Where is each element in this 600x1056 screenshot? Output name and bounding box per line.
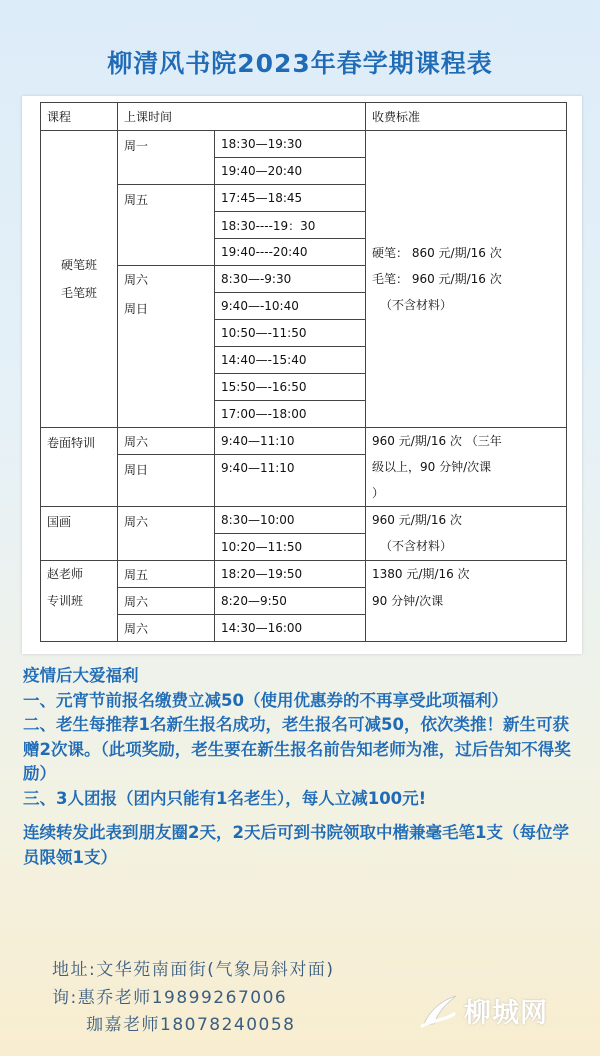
course-cell-zhao <box>41 561 118 642</box>
course-name: 硬笔班 <box>60 258 97 272</box>
course-cell-hard-pen <box>41 131 118 428</box>
time-cell: 18:30----19：30 <box>215 212 366 239</box>
watermark-text: 柳城网 <box>464 997 548 1029</box>
fee-cell-guohua <box>366 507 567 561</box>
day-cell-weekend <box>118 266 215 428</box>
fee-cell-zhao <box>366 561 567 642</box>
course-name: 赵老师 <box>47 567 84 581</box>
time-cell: 19:40----20:40 <box>215 239 366 266</box>
day-cell: 周六 <box>118 615 215 642</box>
watermark <box>416 988 586 1032</box>
time-cell: 19:40—20:40 <box>215 158 366 185</box>
day-label: 周六 <box>124 273 149 287</box>
table-header-row <box>41 103 567 131</box>
table-row <box>41 561 567 588</box>
day-cell: 周五 <box>118 185 215 266</box>
time-cell: 9:40—11:10 <box>215 455 366 507</box>
day-label: 周日 <box>124 302 149 316</box>
time-cell: 8:30—-9:30 <box>215 266 366 293</box>
promo-item: 二、老生每推荐1名新生报名成功，老生报名可减50，依次类推！新生可获赠2次课。（此项奖励，老生要在新生报名前告知老师为准，过后告知不得奖励） <box>23 715 571 783</box>
flame-swirl-logo-icon <box>416 990 460 1030</box>
fee-line: 1380 元/期/16 次 <box>372 567 470 581</box>
course-name: 毛笔班 <box>60 286 97 300</box>
header-course: 课程 <box>41 103 118 131</box>
fee-line: 90 分钟/次课 <box>372 594 444 608</box>
phone-line: 询:惠乔老师19899267006 <box>52 987 288 1008</box>
day-cell: 周六 <box>118 588 215 615</box>
time-cell: 14:30—16:00 <box>215 615 366 642</box>
time-cell: 8:30—10:00 <box>215 507 366 534</box>
course-cell-guohua: 国画 <box>41 507 118 561</box>
time-cell: 18:20—19:50 <box>215 561 366 588</box>
fee-line: 960 元/期/16 次 （三年 <box>372 434 502 448</box>
day-cell: 周一 <box>118 131 215 185</box>
page-title: 柳清风书院2023年春学期课程表 <box>107 49 493 78</box>
phone-line: 珈嘉老师18078240058 <box>86 1015 296 1035</box>
fee-line: 硬笔： 860 元/期/16 次 <box>372 246 502 260</box>
time-cell: 9:40—-10:40 <box>215 293 366 320</box>
table-row <box>41 428 567 455</box>
promo-item: 一、元宵节前报名缴费立减50（使用优惠券的不再享受此项福利） <box>23 690 508 710</box>
fee-cell-juanmian <box>366 428 567 507</box>
day-cell: 周六 <box>118 507 215 561</box>
day-cell: 周六 <box>118 428 215 455</box>
promo-heading: 疫情后大爱福利 <box>23 666 139 685</box>
time-cell: 10:20—11:50 <box>215 534 366 561</box>
fee-line: 级以上，90 分钟/次课 <box>372 460 492 474</box>
contact-section <box>52 957 335 1040</box>
time-cell: 15:50—-16:50 <box>215 374 366 401</box>
time-cell: 18:30—19:30 <box>215 131 366 158</box>
schedule-table <box>40 102 567 642</box>
time-cell: 9:40—11:10 <box>215 428 366 455</box>
fee-line: （不含材料） <box>380 539 453 553</box>
course-cell-juanmian: 卷面特训 <box>41 428 118 507</box>
time-cell: 14:40—-15:40 <box>215 347 366 374</box>
schedule-sheet <box>22 96 582 654</box>
fee-line: ） <box>372 486 385 500</box>
table-row <box>41 131 567 158</box>
promo-item: 三、3人团报（团内只能有1名老生），每人立减100元! <box>23 788 427 808</box>
day-cell: 周五 <box>118 561 215 588</box>
time-cell: 17:00—-18:00 <box>215 401 366 428</box>
table-row <box>41 507 567 534</box>
fee-line: （不含材料） <box>380 298 453 312</box>
share-notice: 连续转发此表到朋友圈2天，2天后可到书院领取中楷兼毫毛笔1支（每位学员限领1支） <box>23 823 569 867</box>
header-time: 上课时间 <box>118 103 366 131</box>
time-cell: 10:50—-11:50 <box>215 320 366 347</box>
address-line: 地址:文华苑南面街(气象局斜对面) <box>52 960 335 980</box>
time-cell: 8:20—9:50 <box>215 588 366 615</box>
time-cell: 17:45—18:45 <box>215 185 366 212</box>
fee-line: 毛笔： 960 元/期/16 次 <box>372 272 502 286</box>
day-cell: 周日 <box>118 455 215 507</box>
header-fee: 收费标准 <box>366 103 567 131</box>
fee-cell-hard-pen <box>366 131 567 428</box>
promo-section <box>23 664 583 870</box>
fee-line: 960 元/期/16 次 <box>372 513 462 527</box>
course-name: 专训班 <box>47 594 84 608</box>
